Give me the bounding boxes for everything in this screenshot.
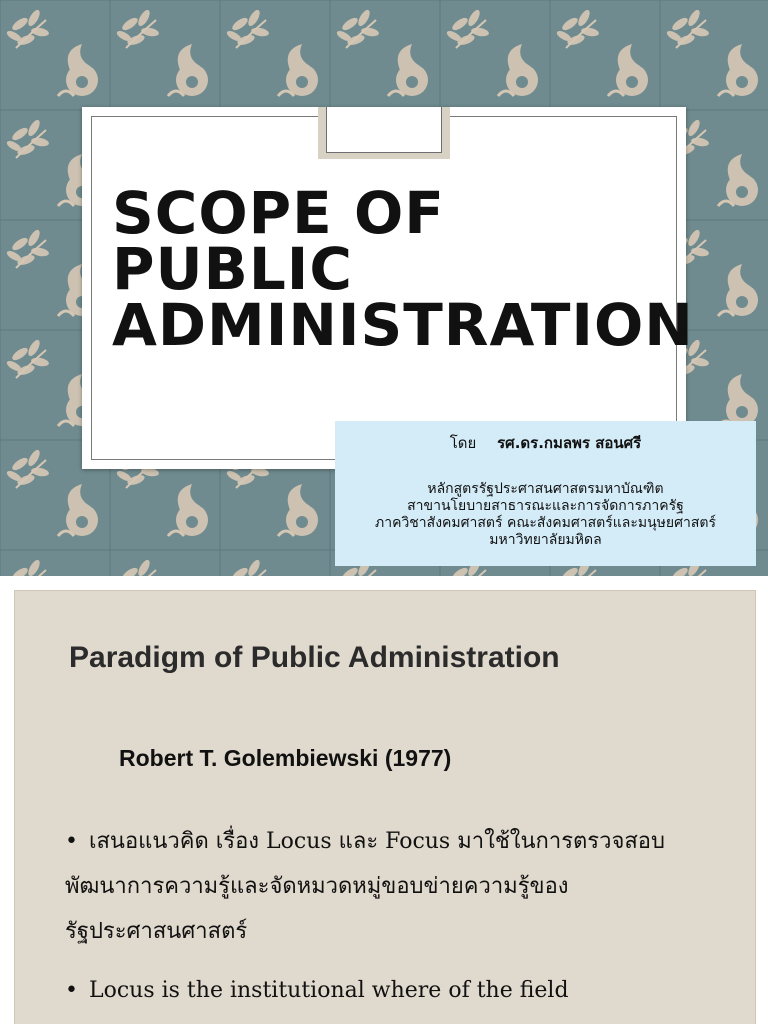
author-name: รศ.ดร.กมลพร สอนศรี — [497, 434, 642, 452]
author-prefix: โดย — [449, 434, 477, 452]
bullet-icon: • — [65, 978, 78, 1003]
author-line — [335, 431, 756, 455]
affiliation-line: สาขานโยบายสาธารณะและการจัดการภาครัฐ — [407, 498, 684, 514]
title-card-tab — [318, 107, 450, 159]
slide-title — [112, 179, 694, 359]
affiliation-line: ภาควิชาสังคมศาสตร์ คณะสังคมศาสตร์และมนุษยศาสตร์ — [374, 515, 717, 531]
bullet-list — [65, 819, 735, 1024]
affiliation — [341, 481, 750, 549]
bullet-text: เสนอแนวคิด เรื่อง Locus และ Focus มาใช้ในการตรวจสอบพัฒนาการความรู้และจัดหมวดหมู่ขอบข่ายความรู้ของรัฐประศาสนศาสตร์ — [65, 829, 665, 944]
slide-title-line2: ADMINISTRATION — [112, 291, 694, 359]
author-box — [335, 421, 756, 566]
title-card-tab-inner — [326, 107, 442, 153]
bullet-icon: • — [65, 829, 78, 854]
content-slide-subtitle: Robert T. Golembiewski (1977) — [119, 745, 452, 771]
affiliation-line: มหาวิทยาลัยมหิดล — [489, 532, 602, 548]
content-slide-title: Paradigm of Public Administration — [69, 641, 560, 674]
slide-title-line1: SCOPE OF PUBLIC — [112, 179, 445, 303]
affiliation-line: หลักสูตรรัฐประศาสนศาสตรมหาบัณฑิต — [427, 481, 664, 497]
title-card — [82, 107, 694, 469]
content-slide — [14, 590, 756, 1024]
bullet-item — [65, 968, 735, 1013]
bullet-item — [65, 819, 735, 954]
bullet-text: Locus is the institutional where of the field — [88, 978, 569, 1003]
